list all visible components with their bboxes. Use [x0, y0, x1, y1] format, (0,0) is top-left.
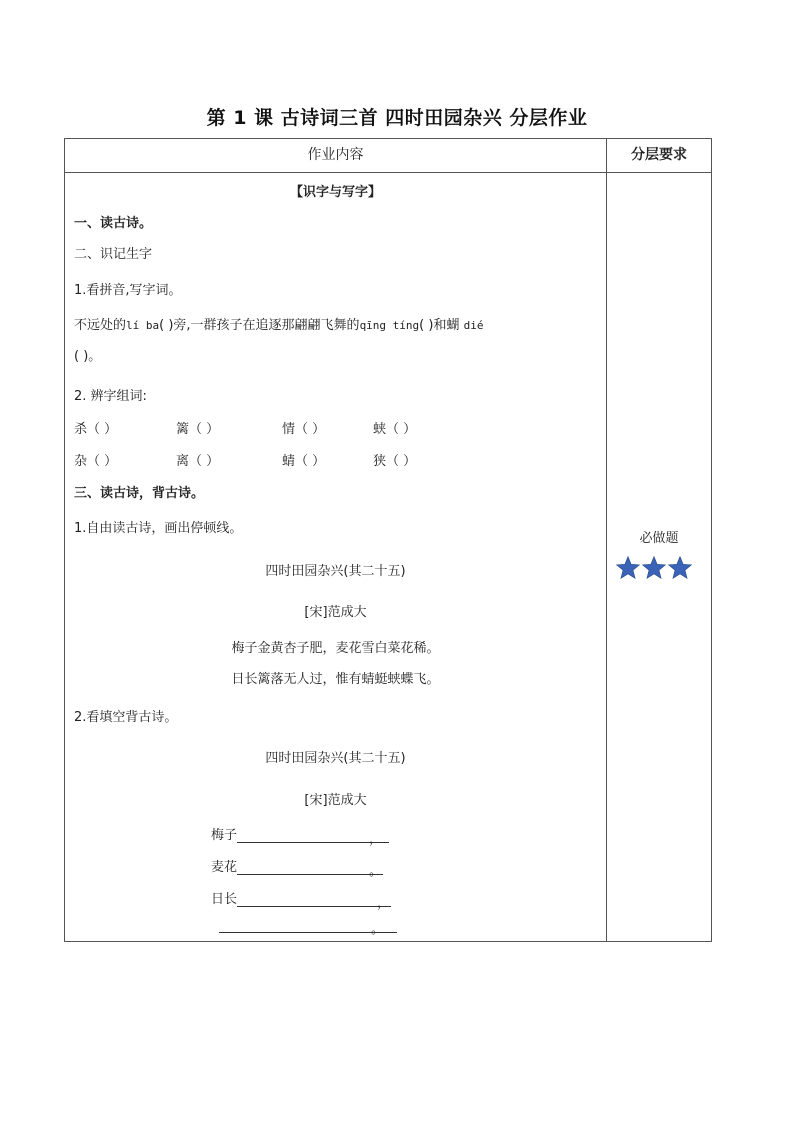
- section-heading: 【识字与写字】: [289, 185, 381, 200]
- fill-line-3: [211, 888, 391, 911]
- page-title: 第 1 课 古诗词三首 四时田园杂兴 分层作业: [206, 107, 588, 129]
- poem2-title: 四时田园杂兴(其二十五): [265, 751, 406, 766]
- question-fill-poem: 2.看填空背古诗。: [74, 710, 178, 725]
- fill-label-1: 梅子: [211, 828, 238, 843]
- pinyin-sentence-line1: [74, 314, 483, 333]
- fill-blank-2[interactable]: [237, 860, 369, 875]
- part-three-heading: 三、读古诗，背古诗。: [74, 486, 205, 501]
- poem-line-2: 日长篱落无人过，惟有蜻蜓蛱蝶飞。: [231, 672, 440, 687]
- star-icon: [615, 555, 641, 581]
- fill-blank-3[interactable]: [237, 892, 377, 907]
- word-pair-3b: 蜻（ ）: [282, 454, 326, 469]
- fill-blank-1[interactable]: [237, 828, 369, 843]
- question-distinguish: 2. 辨字组词:: [74, 389, 147, 404]
- pinyin-liba: lí ba: [126, 319, 160, 332]
- difficulty-stars: [615, 555, 693, 581]
- part-two-heading: 二、识记生字: [74, 247, 153, 262]
- star-icon: [667, 555, 693, 581]
- fill-label-2: 麦花: [211, 860, 238, 875]
- homework-table: [64, 138, 712, 942]
- fill-line-4: [219, 918, 397, 937]
- poem-line-1: 梅子金黄杏子肥，麦花雪白菜花稀。: [231, 641, 440, 656]
- fill-end-3: ，: [377, 892, 391, 907]
- word-pair-1b: 杂（ ）: [74, 454, 118, 469]
- header-content: 作业内容: [307, 147, 364, 163]
- sentence-part-c: ( )和蝴: [419, 318, 460, 333]
- star-icon: [641, 555, 667, 581]
- poem-author: [宋]范成大: [304, 605, 367, 620]
- question-pinyin: 1.看拼音,写字词。: [74, 283, 182, 298]
- word-pair-4a: 蛱（ ）: [373, 422, 417, 437]
- sentence-part-b: ( )旁,一群孩子在追逐那翩翩飞舞的: [159, 318, 360, 333]
- pinyin-qingting: qīng tíng: [359, 319, 420, 332]
- fill-end-2: 。: [369, 860, 383, 875]
- word-pair-2a: 篱（ ）: [176, 422, 220, 437]
- part-one-heading: 一、读古诗。: [74, 216, 153, 231]
- fill-end-1: ，: [369, 828, 389, 843]
- word-pair-3a: 情（ ）: [282, 422, 326, 437]
- fill-line-2: [211, 856, 383, 879]
- fill-label-3: 日长: [211, 892, 238, 907]
- fill-line-1: [211, 824, 389, 847]
- fill-blank-4[interactable]: [219, 918, 371, 933]
- pinyin-sentence-line2: ( )。: [74, 349, 102, 364]
- word-pair-4b: 狭（ ）: [373, 454, 417, 469]
- level-requirement: 必做题: [639, 531, 679, 546]
- header-level: 分层要求: [631, 147, 687, 163]
- word-pair-1a: 杀（ ）: [74, 422, 118, 437]
- question-read-poem: 1.自由读古诗，画出停顿线。: [74, 521, 243, 536]
- poem-title: 四时田园杂兴(其二十五): [265, 564, 406, 579]
- sentence-part-a: 不远处的: [74, 318, 127, 333]
- word-pair-2b: 离（ ）: [176, 454, 220, 469]
- pinyin-die: dié: [463, 319, 484, 332]
- fill-end-4: 。: [371, 918, 397, 933]
- poem2-author: [宋]范成大: [304, 793, 367, 808]
